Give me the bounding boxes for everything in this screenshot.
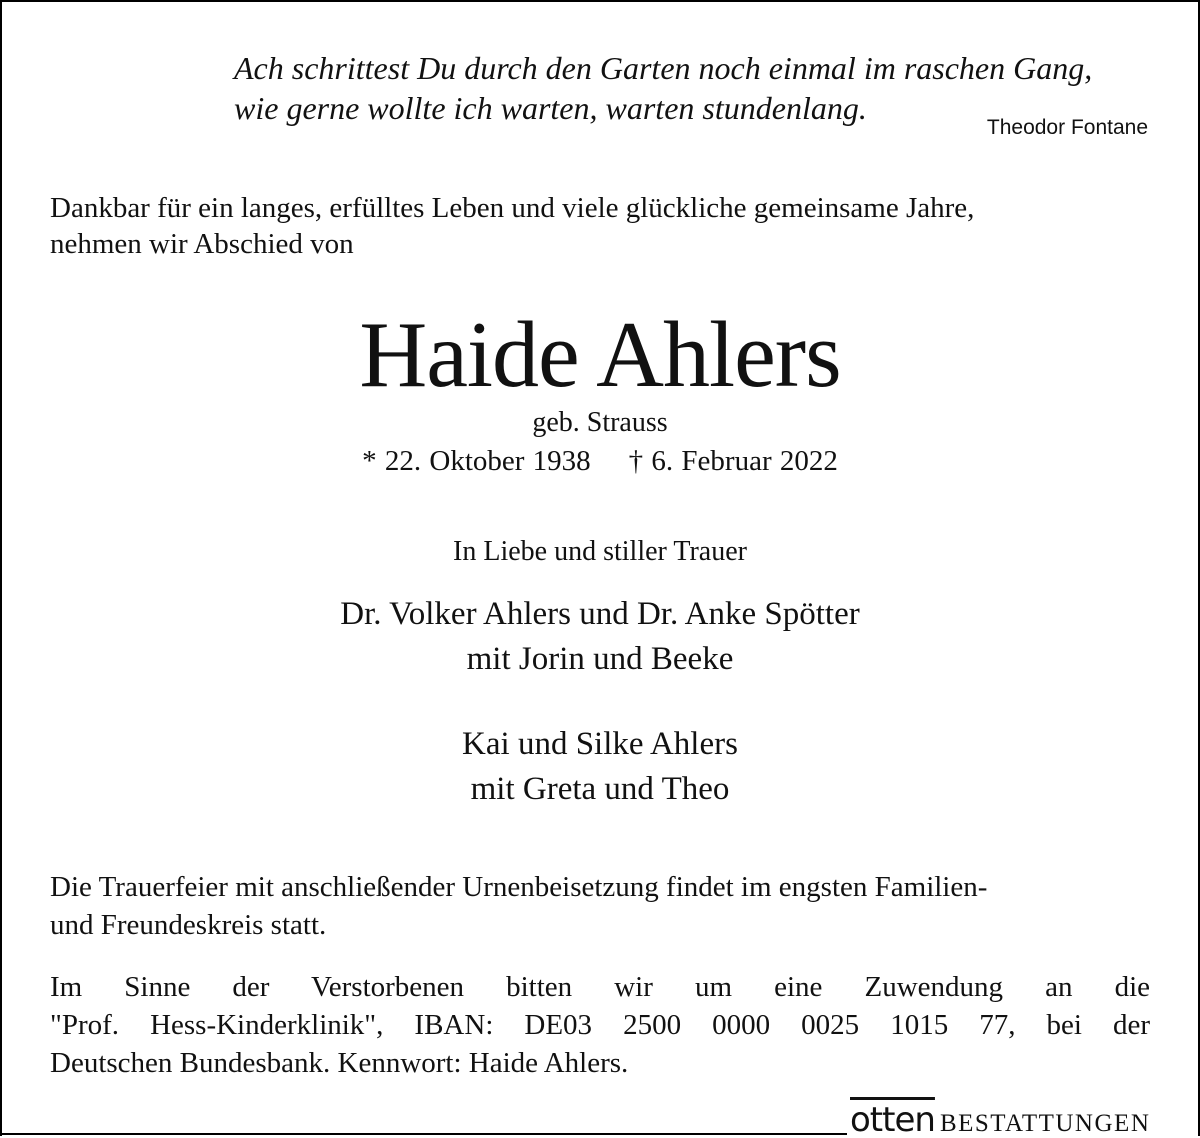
ceremony-line: Die Trauerfeier mit anschließender Urnenbeisetzung findet im engsten Familien-: [50, 871, 988, 903]
intro-text: [50, 190, 1150, 262]
epigraph-quote: [234, 48, 1092, 128]
donation-line: "Prof. Hess-Kinderklinik", IBAN: DE03 2500 0000 0025 1015 77, bei der: [50, 1009, 1150, 1041]
footer-rule: [2, 1133, 847, 1135]
quote-line: Ach schrittest Du durch den Garten noch einmal im raschen Gang,: [234, 50, 1093, 86]
logo-word: BESTATTUNGEN: [940, 1110, 1150, 1136]
birth-date: * 22. Oktober 1938: [362, 445, 591, 477]
intro-line: Dankbar für ein langes, erfülltes Leben und viele glückliche gemeinsame Jahre,: [50, 192, 975, 224]
family-line: mit Jorin und Beeke: [466, 641, 734, 677]
life-dates: [2, 442, 1198, 480]
family-line: Kai und Silke Ahlers: [462, 726, 738, 762]
funeral-home-logo: [850, 1102, 1150, 1136]
logo-mark: otten: [850, 1100, 935, 1136]
intro-line: nehmen wir Abschied von: [50, 228, 354, 260]
donation-line: Deutschen Bundesbank. Kennwort: Haide Ahlers.: [50, 1047, 629, 1079]
quote-author: Theodor Fontane: [986, 116, 1148, 139]
family-line: Dr. Volker Ahlers und Dr. Anke Spötter: [340, 596, 860, 632]
deceased-name: Haide Ahlers: [359, 303, 841, 407]
ceremony-notice: [50, 868, 1150, 944]
donation-line: Im Sinne der Verstorbenen bitten wir um eine Zuwendung an die: [50, 971, 1150, 1003]
ceremony-line: und Freundeskreis statt.: [50, 909, 327, 941]
family-group: [2, 722, 1198, 812]
family-line: mit Greta und Theo: [470, 771, 730, 807]
death-date: † 6. Februar 2022: [628, 445, 838, 477]
quote-line: wie gerne wollte ich warten, warten stundenlang.: [234, 90, 867, 126]
mourning-heading: In Liebe und stiller Trauer: [453, 536, 747, 567]
donation-notice: [50, 968, 1150, 1082]
birth-name: geb. Strauss: [532, 407, 668, 438]
family-group: [2, 592, 1198, 682]
